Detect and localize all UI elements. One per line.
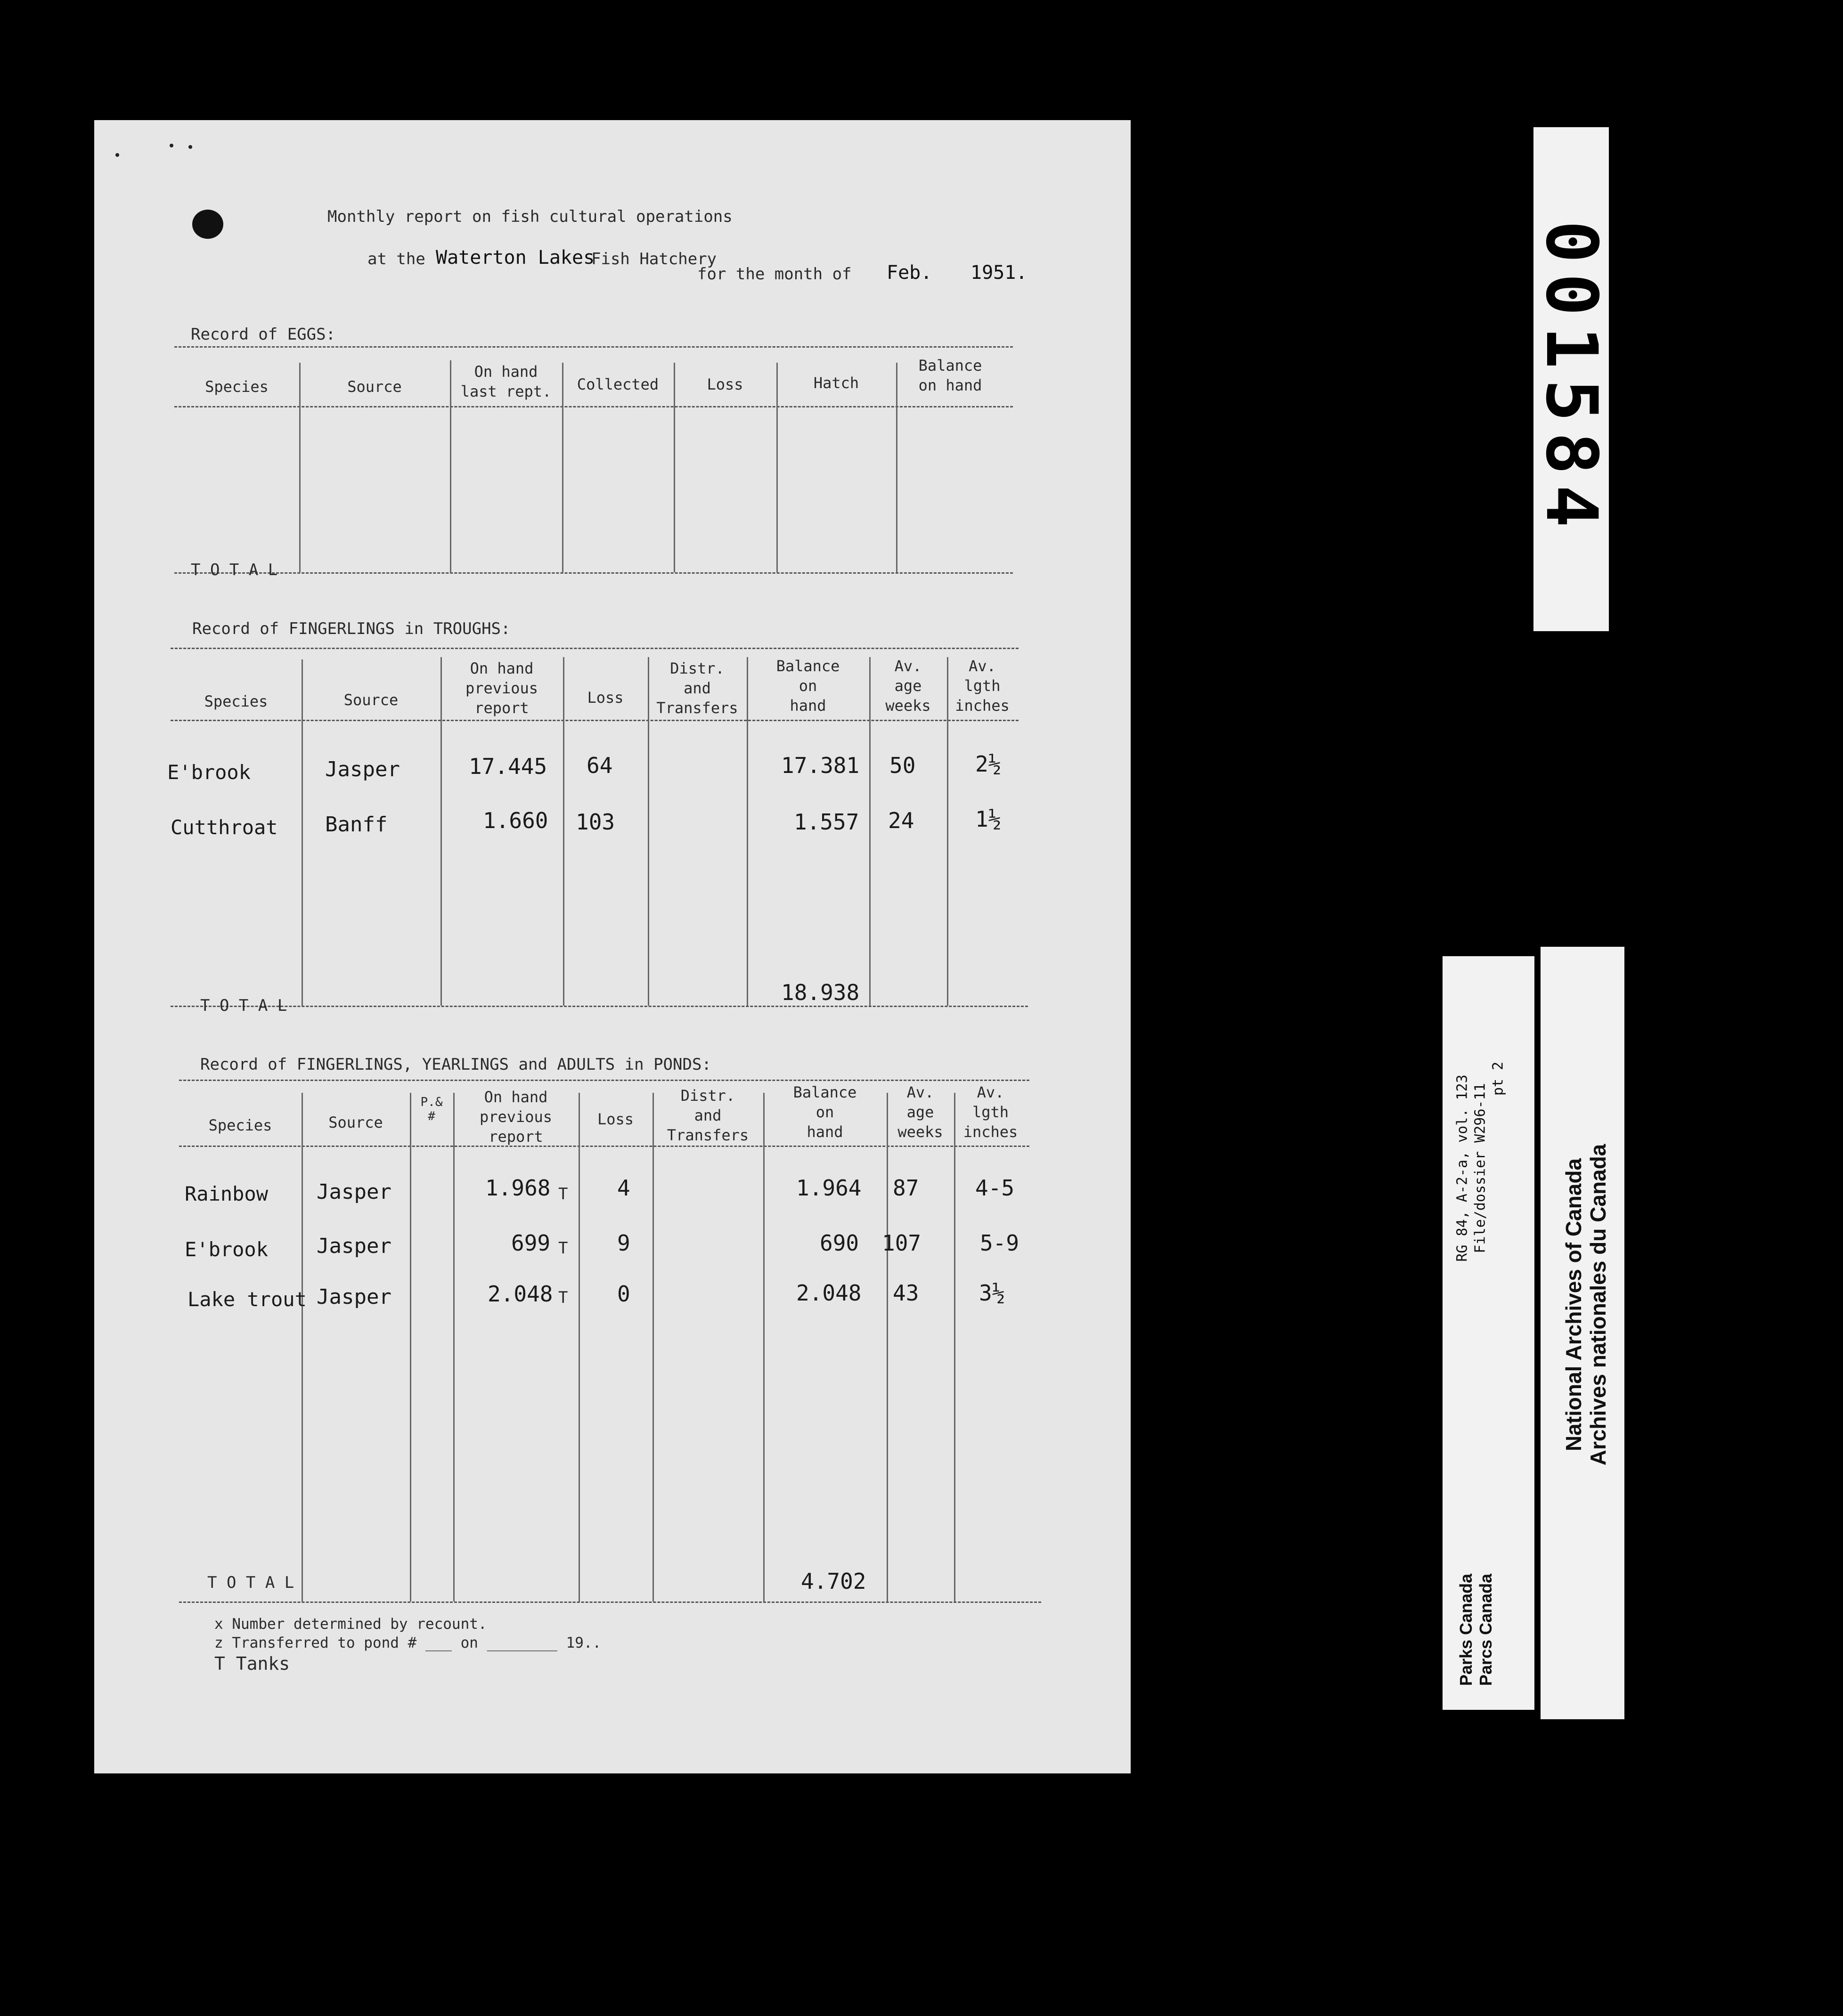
troughs-bottom-rule — [171, 1006, 1028, 1007]
frame-number: 001584 — [1530, 220, 1612, 538]
month-prefix: for the month of — [697, 265, 852, 284]
reference-line: File/dossier W296-11 — [1472, 1083, 1489, 1253]
report-month: Feb. — [887, 262, 932, 284]
troughs-col-divider — [302, 659, 303, 1006]
ponds-row-mark: T — [558, 1185, 568, 1203]
troughs-row-loss: 64 — [587, 753, 613, 778]
ponds-row-mark: T — [558, 1239, 568, 1258]
troughs-header-rule — [171, 720, 1019, 721]
punch-hole — [192, 210, 223, 239]
troughs-row-species: Cutthroat — [171, 816, 278, 839]
ponds-row-age: 107 — [882, 1230, 922, 1256]
troughs-table-top-rule — [171, 648, 1019, 649]
troughs-col-distr: Distr. and Transfers — [656, 659, 738, 717]
archives-name-line: National Archives of Canada — [1561, 1158, 1586, 1452]
ponds-row-source: Jasper — [317, 1285, 391, 1309]
troughs-section-title: Record of FINGERLINGS in TROUGHS: — [192, 619, 511, 638]
ponds-col-species: Species — [208, 1116, 272, 1134]
footnote-tanks: T Tanks — [214, 1653, 290, 1674]
troughs-col-length: Av. lgth inches — [955, 657, 1010, 715]
eggs-col-balance: Balance on hand — [918, 357, 982, 394]
ponds-total-balance: 4.702 — [801, 1569, 866, 1594]
ponds-col-pond: P.& # — [420, 1095, 443, 1123]
troughs-row-on-hand: 17.445 — [469, 754, 547, 779]
troughs-row-balance: 1.557 — [794, 809, 859, 835]
speck — [188, 145, 192, 149]
eggs-col-hatch: Hatch — [813, 374, 859, 392]
ponds-row-balance: 690 — [820, 1230, 859, 1256]
speck — [170, 144, 173, 147]
ponds-col-on-hand: On hand previous report — [479, 1088, 553, 1146]
troughs-row-on-hand: 1.660 — [483, 808, 548, 833]
eggs-col-species: Species — [205, 378, 269, 396]
ponds-row-loss: 4 — [617, 1175, 630, 1201]
archive-label-institution — [1541, 947, 1624, 1719]
ponds-row-on-hand: 699 — [511, 1230, 551, 1256]
troughs-row-loss: 103 — [576, 809, 615, 835]
troughs-row-balance: 17.381 — [781, 753, 860, 778]
ponds-row-length: 5-9 — [980, 1230, 1019, 1256]
troughs-col-age: Av. age weeks — [885, 657, 931, 715]
ponds-row-species: Lake trout — [188, 1288, 307, 1311]
ponds-col-divider — [652, 1093, 654, 1601]
eggs-table-top-rule — [174, 346, 1013, 348]
eggs-col-loss: Loss — [707, 375, 743, 393]
troughs-col-source: Source — [343, 691, 399, 709]
troughs-col-balance: Balance on hand — [776, 657, 840, 715]
eggs-col-on-hand: On hand last rept. — [460, 363, 552, 400]
troughs-col-loss: Loss — [587, 689, 624, 707]
ponds-row-source: Jasper — [317, 1234, 391, 1258]
troughs-col-divider — [563, 657, 564, 1006]
hatchery-name: Waterton Lakes — [436, 247, 595, 268]
footnote-transferred: z Transferred to pond # ___ on ________ 19.. — [214, 1634, 602, 1651]
eggs-col-divider — [776, 363, 778, 572]
troughs-row-age: 50 — [889, 753, 916, 778]
ponds-row-length: 4-5 — [975, 1175, 1015, 1201]
reference-line: RG 84, A-2-a, vol. 123 — [1454, 1074, 1471, 1262]
report-title: Monthly report on fish cultural operations — [327, 207, 733, 226]
speck — [115, 153, 119, 157]
ponds-row-mark: T — [558, 1288, 568, 1307]
troughs-col-species: Species — [204, 692, 268, 710]
ponds-col-divider — [453, 1093, 455, 1601]
ponds-row-species: Rainbow — [185, 1182, 269, 1205]
troughs-row-source: Banff — [325, 813, 388, 837]
ponds-row-balance: 2.048 — [796, 1280, 862, 1306]
troughs-row-length: 2½ — [975, 751, 1002, 777]
footnote-recount: x Number determined by recount. — [214, 1616, 487, 1633]
troughs-row-species: E'brook — [167, 761, 251, 784]
ponds-col-age: Av. age weeks — [897, 1083, 943, 1141]
ponds-col-divider — [887, 1093, 888, 1601]
reference-line: pt 2 — [1490, 1061, 1507, 1096]
ponds-col-source: Source — [328, 1114, 383, 1131]
report-year: 1951. — [970, 262, 1028, 284]
ponds-total-label: T O T A L — [207, 1573, 294, 1592]
troughs-row-source: Jasper — [325, 757, 400, 781]
location-prefix: at the — [367, 250, 425, 268]
ponds-col-divider — [954, 1093, 955, 1601]
ponds-row-length: 3½ — [979, 1280, 1005, 1306]
ponds-row-on-hand: 2.048 — [488, 1281, 553, 1307]
eggs-bottom-rule — [174, 572, 1013, 574]
ponds-col-divider — [410, 1093, 411, 1601]
ponds-row-on-hand: 1.968 — [485, 1175, 551, 1201]
troughs-total-label: T O T A L — [200, 996, 287, 1015]
ponds-row-age: 87 — [893, 1175, 919, 1201]
ponds-col-length: Av. lgth inches — [963, 1083, 1018, 1141]
ponds-row-species: E'brook — [185, 1238, 269, 1261]
ponds-row-age: 43 — [893, 1280, 919, 1306]
eggs-total-label: T O T A L — [191, 561, 278, 579]
ponds-col-distr: Distr. and Transfers — [667, 1087, 749, 1144]
archive-label-reference — [1443, 956, 1534, 1710]
ponds-bottom-rule — [179, 1601, 1041, 1603]
eggs-section-title: Record of EGGS: — [191, 325, 336, 344]
ponds-row-balance: 1.964 — [796, 1175, 862, 1201]
ponds-section-title: Record of FINGERLINGS, YEARLINGS and ADULTS in PONDS: — [200, 1055, 711, 1074]
ponds-table-top-rule — [179, 1080, 1029, 1081]
ponds-row-source: Jasper — [317, 1180, 391, 1204]
ponds-row-loss: 9 — [617, 1230, 630, 1256]
troughs-total-balance: 18.938 — [781, 980, 860, 1005]
ponds-col-divider — [763, 1093, 765, 1601]
archives-name-line: Archives nationales du Canada — [1586, 1144, 1610, 1466]
troughs-row-age: 24 — [888, 808, 914, 833]
troughs-col-on-hand: On hand previous report — [465, 659, 538, 717]
eggs-col-collected: Collected — [577, 375, 659, 393]
ponds-row-loss: 0 — [617, 1281, 630, 1307]
troughs-row-length: 1½ — [975, 806, 1002, 832]
ponds-col-divider — [302, 1093, 303, 1601]
frame-number-strip — [1530, 127, 1612, 631]
eggs-col-source: Source — [347, 378, 402, 396]
ponds-col-divider — [579, 1093, 580, 1601]
ponds-header-rule — [179, 1146, 1029, 1147]
parks-canada-line: Parcs Canada — [1476, 1573, 1495, 1686]
parks-canada-line: Parks Canada — [1456, 1573, 1476, 1686]
hatchery-suffix: Fish Hatchery — [591, 250, 717, 268]
ponds-col-loss: Loss — [597, 1110, 634, 1128]
ponds-col-balance: Balance on hand — [793, 1083, 857, 1141]
